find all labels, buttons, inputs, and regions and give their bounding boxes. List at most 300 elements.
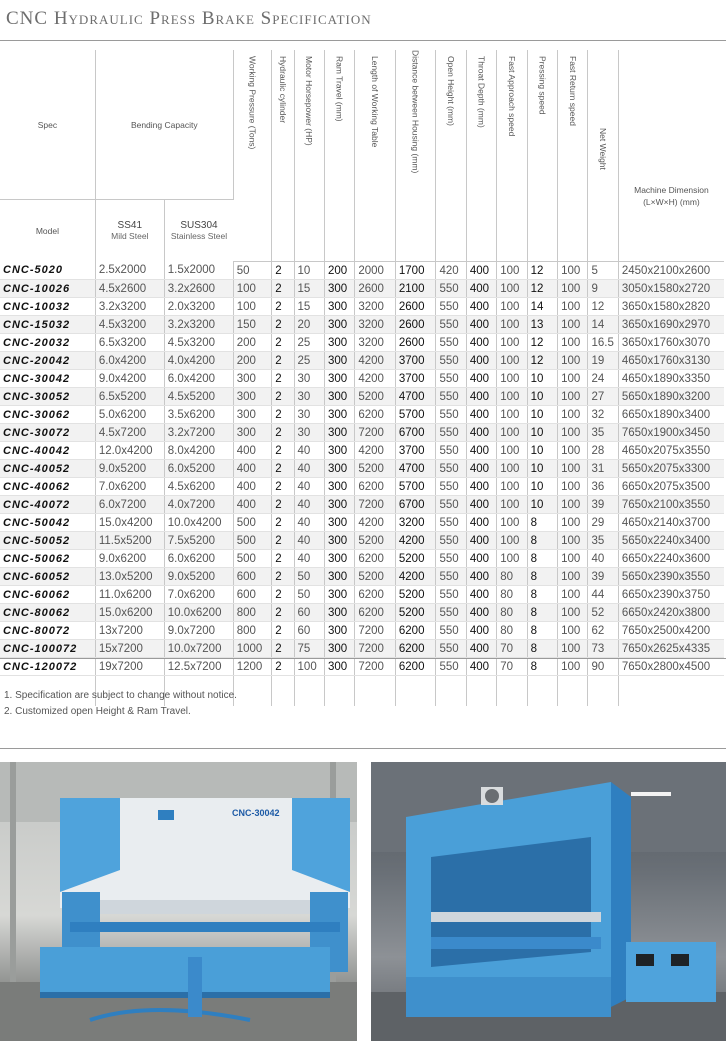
table-cell: 300: [324, 370, 354, 388]
table-cell: 300: [324, 586, 354, 604]
header-fast-approach: [497, 50, 527, 262]
table-cell: 10: [527, 424, 557, 442]
header-bending-capacity: Bending Capacity: [95, 50, 233, 200]
model-cell: CNC-100072: [0, 640, 95, 658]
table-cell: 400: [466, 370, 496, 388]
table-cell: 3200: [355, 298, 396, 316]
table-cell: 31: [588, 460, 618, 478]
table-cell: 5200: [355, 568, 396, 586]
model-cell: CNC-10026: [0, 280, 95, 298]
header-ss41: [95, 200, 164, 262]
table-cell: 5200: [395, 586, 436, 604]
table-cell: 2: [272, 316, 294, 334]
table-cell: 3050x1580x2720: [618, 280, 724, 298]
table-cell: 2100: [395, 280, 436, 298]
table-cell: 400: [466, 532, 496, 550]
table-cell: 4.5x3200: [164, 334, 233, 352]
table-cell: 6650x2390x3750: [618, 586, 724, 604]
table-cell: 2: [272, 658, 294, 676]
table-cell: 400: [233, 496, 272, 514]
table-cell: 10: [527, 496, 557, 514]
table-cell: 5.0x6200: [95, 406, 164, 424]
table-cell: 4650x2140x3700: [618, 514, 724, 532]
table-cell: 4200: [395, 532, 436, 550]
table-cell: 50: [233, 262, 272, 280]
table-cell: 19x7200: [95, 658, 164, 676]
model-cell: CNC-30062: [0, 406, 95, 424]
table-cell: 400: [466, 460, 496, 478]
table-cell: 4.0x4200: [164, 352, 233, 370]
table-cell: 19: [588, 352, 618, 370]
table-cell: 100: [558, 568, 588, 586]
press-brake-photo-angle: [371, 762, 726, 1041]
table-cell: 100: [558, 460, 588, 478]
table-cell: 8: [527, 586, 557, 604]
table-cell: 550: [436, 496, 466, 514]
title-divider: [0, 40, 726, 41]
table-cell: 2: [272, 640, 294, 658]
table-cell: 70: [497, 658, 527, 676]
table-row: [0, 622, 724, 640]
header-distance-housing: [395, 50, 436, 262]
table-cell: 3700: [395, 370, 436, 388]
table-cell: 30: [294, 388, 324, 406]
table-cell: 35: [588, 532, 618, 550]
table-row: [0, 478, 724, 496]
table-cell: 2: [272, 532, 294, 550]
table-cell: 52: [588, 604, 618, 622]
table-cell: 2: [272, 370, 294, 388]
table-cell: 300: [324, 460, 354, 478]
table-row: [0, 586, 724, 604]
table-row: [0, 442, 724, 460]
table-cell: 550: [436, 442, 466, 460]
table-cell: 100: [558, 622, 588, 640]
table-row: [0, 568, 724, 586]
press-brake-front-illustration: [0, 762, 357, 1041]
table-cell: 32: [588, 406, 618, 424]
table-cell: 400: [466, 550, 496, 568]
spacer-cell: [395, 676, 436, 707]
table-cell: 10: [527, 370, 557, 388]
table-cell: 400: [233, 460, 272, 478]
table-cell: 5200: [355, 460, 396, 478]
table-cell: 7.0x6200: [95, 478, 164, 496]
table-row: [0, 316, 724, 334]
table-cell: 550: [436, 316, 466, 334]
table-cell: 550: [436, 604, 466, 622]
table-cell: 30: [294, 424, 324, 442]
table-cell: 550: [436, 370, 466, 388]
spacer-cell: [527, 676, 557, 707]
table-cell: 15: [294, 298, 324, 316]
model-cell: CNC-20042: [0, 352, 95, 370]
table-cell: 300: [324, 622, 354, 640]
table-cell: 300: [324, 280, 354, 298]
table-cell: 300: [324, 514, 354, 532]
table-cell: 100: [497, 460, 527, 478]
table-cell: 300: [233, 388, 272, 406]
header-length-table-label: Length of Working Table: [370, 56, 381, 148]
header-ram-travel-label: Ram Travel (mm): [334, 56, 345, 122]
table-cell: 6200: [355, 604, 396, 622]
table-cell: 4200: [355, 370, 396, 388]
table-cell: 15.0x4200: [95, 514, 164, 532]
table-cell: 400: [466, 424, 496, 442]
table-cell: 300: [324, 532, 354, 550]
table-cell: 100: [497, 370, 527, 388]
table-row: [0, 514, 724, 532]
header-hydraulic-cylinder-label: Hydraulic cylinder: [277, 56, 288, 124]
header-pressing-speed-label: Pressing speed: [537, 56, 548, 115]
table-cell: 2: [272, 514, 294, 532]
table-cell: 800: [233, 604, 272, 622]
table-cell: 6200: [355, 550, 396, 568]
table-cell: 1.5x2000: [164, 262, 233, 280]
table-cell: 550: [436, 460, 466, 478]
table-cell: 200: [233, 334, 272, 352]
header-net-weight-label: Net Weight: [598, 128, 609, 170]
model-cell: CNC-15032: [0, 316, 95, 334]
table-cell: 15.0x6200: [95, 604, 164, 622]
table-cell: 29: [588, 514, 618, 532]
table-cell: 3.2x3200: [95, 298, 164, 316]
spacer-cell: [294, 676, 324, 707]
table-cell: 2600: [395, 316, 436, 334]
table-cell: 40: [294, 442, 324, 460]
table-cell: 600: [233, 586, 272, 604]
table-cell: 400: [466, 442, 496, 460]
table-cell: 300: [324, 388, 354, 406]
table-cell: 4.5x7200: [95, 424, 164, 442]
table-cell: 6.0x5200: [164, 460, 233, 478]
table-cell: 4200: [355, 442, 396, 460]
table-cell: 100: [558, 334, 588, 352]
table-cell: 300: [324, 496, 354, 514]
table-cell: 550: [436, 640, 466, 658]
table-cell: 300: [324, 352, 354, 370]
table-cell: 100: [558, 640, 588, 658]
model-cell: CNC-50052: [0, 532, 95, 550]
photo-divider: [0, 748, 726, 749]
table-cell: 550: [436, 406, 466, 424]
header-motor-hp: [294, 50, 324, 262]
table-row: [0, 406, 724, 424]
table-cell: 6.0x4200: [95, 352, 164, 370]
table-cell: 73: [588, 640, 618, 658]
model-cell: CNC-30052: [0, 388, 95, 406]
table-cell: 2: [272, 334, 294, 352]
table-cell: 14: [588, 316, 618, 334]
table-cell: 2: [272, 496, 294, 514]
table-cell: 24: [588, 370, 618, 388]
table-cell: 9.0x4200: [95, 370, 164, 388]
table-cell: 5650x2240x3400: [618, 532, 724, 550]
table-cell: 6700: [395, 424, 436, 442]
table-cell: 4650x1890x3350: [618, 370, 724, 388]
table-cell: 6650x1890x3400: [618, 406, 724, 424]
table-cell: 6.0x6200: [164, 550, 233, 568]
table-cell: 12.5x7200: [164, 658, 233, 676]
table-cell: 80: [497, 622, 527, 640]
table-cell: 7200: [355, 622, 396, 640]
table-cell: 44: [588, 586, 618, 604]
table-cell: 100: [497, 478, 527, 496]
model-cell: CNC-80072: [0, 622, 95, 640]
table-cell: 5200: [395, 550, 436, 568]
table-cell: 550: [436, 586, 466, 604]
table-cell: 100: [558, 658, 588, 676]
table-cell: 2600: [355, 280, 396, 298]
table-cell: 100: [497, 352, 527, 370]
table-cell: 11.5x5200: [95, 532, 164, 550]
spacer-cell: [466, 676, 496, 707]
spacer-cell: [272, 676, 294, 707]
table-cell: 400: [466, 586, 496, 604]
table-cell: 7200: [355, 640, 396, 658]
table-cell: 4.5x3200: [95, 316, 164, 334]
table-cell: 5: [588, 262, 618, 280]
table-cell: 1000: [233, 640, 272, 658]
model-cell: CNC-120072: [0, 658, 95, 676]
table-cell: 550: [436, 280, 466, 298]
header-spec: Spec: [0, 50, 95, 200]
table-cell: 2600: [395, 334, 436, 352]
table-cell: 400: [466, 298, 496, 316]
model-cell: CNC-30042: [0, 370, 95, 388]
table-cell: 300: [324, 658, 354, 676]
header-fast-return: [558, 50, 588, 262]
table-cell: 100: [233, 280, 272, 298]
table-cell: 15: [294, 280, 324, 298]
table-cell: 2: [272, 298, 294, 316]
table-row: [0, 532, 724, 550]
table-cell: 100: [558, 352, 588, 370]
table-cell: 7.0x6200: [164, 586, 233, 604]
table-cell: 400: [466, 316, 496, 334]
table-cell: 100: [497, 388, 527, 406]
table-cell: 300: [324, 406, 354, 424]
table-cell: 10: [527, 442, 557, 460]
table-cell: 300: [324, 568, 354, 586]
table-cell: 7200: [355, 496, 396, 514]
table-cell: 1200: [233, 658, 272, 676]
table-cell: 9: [588, 280, 618, 298]
header-motor-hp-label: Motor Horsepower (HP): [304, 56, 315, 146]
table-cell: 3200: [395, 514, 436, 532]
table-cell: 500: [233, 514, 272, 532]
model-cell: CNC-40042: [0, 442, 95, 460]
table-cell: 6700: [395, 496, 436, 514]
table-cell: 40: [294, 550, 324, 568]
table-cell: 4200: [355, 352, 396, 370]
table-cell: 100: [233, 298, 272, 316]
table-row: [0, 262, 724, 280]
table-cell: 6.0x7200: [95, 496, 164, 514]
table-row: [0, 658, 724, 676]
table-cell: 400: [466, 352, 496, 370]
table-cell: 60: [294, 604, 324, 622]
table-cell: 14: [527, 298, 557, 316]
table-cell: 3200: [355, 334, 396, 352]
table-row: [0, 550, 724, 568]
table-cell: 10.0x6200: [164, 604, 233, 622]
table-cell: 6650x2420x3800: [618, 604, 724, 622]
table-cell: 5200: [355, 532, 396, 550]
table-row: [0, 640, 724, 658]
table-cell: 4700: [395, 388, 436, 406]
table-cell: 6.0x4200: [164, 370, 233, 388]
table-cell: 300: [324, 334, 354, 352]
table-cell: 3700: [395, 352, 436, 370]
table-cell: 7650x1900x3450: [618, 424, 724, 442]
model-cell: CNC-50042: [0, 514, 95, 532]
header-ram-travel: [324, 50, 354, 262]
table-cell: 5200: [395, 604, 436, 622]
table-cell: 2: [272, 388, 294, 406]
table-cell: 13x7200: [95, 622, 164, 640]
header-machine-dimension-label: Machine Dimension: [634, 184, 709, 195]
table-cell: 3200: [355, 316, 396, 334]
table-cell: 400: [466, 658, 496, 676]
spacer-cell: [558, 676, 588, 707]
table-cell: 550: [436, 388, 466, 406]
table-cell: 6200: [395, 622, 436, 640]
table-cell: 3650x1760x3070: [618, 334, 724, 352]
table-cell: 7650x2100x3550: [618, 496, 724, 514]
table-cell: 5200: [355, 388, 396, 406]
table-row: [0, 460, 724, 478]
table-row: [0, 370, 724, 388]
table-cell: 30: [294, 406, 324, 424]
table-cell: 300: [324, 316, 354, 334]
table-cell: 50: [294, 568, 324, 586]
header-fast-return-label: Fast Return speed: [567, 56, 578, 126]
table-cell: 2: [272, 478, 294, 496]
table-cell: 62: [588, 622, 618, 640]
table-cell: 1700: [395, 262, 436, 280]
table-cell: 420: [436, 262, 466, 280]
table-cell: 40: [588, 550, 618, 568]
table-cell: 7200: [355, 424, 396, 442]
table-cell: 550: [436, 568, 466, 586]
table-cell: 2: [272, 568, 294, 586]
table-cell: 6.5x3200: [95, 334, 164, 352]
spacer-cell: [588, 676, 618, 707]
table-cell: 12: [527, 262, 557, 280]
spacer-cell: [233, 676, 272, 707]
table-cell: 550: [436, 658, 466, 676]
table-cell: 50: [294, 586, 324, 604]
table-cell: 2: [272, 424, 294, 442]
table-cell: 9.0x5200: [95, 460, 164, 478]
spacer-cell: [355, 676, 396, 707]
model-cell: CNC-20032: [0, 334, 95, 352]
table-cell: 300: [324, 442, 354, 460]
table-cell: 4.5x6200: [164, 478, 233, 496]
specification-rows: [0, 262, 724, 707]
table-cell: 3.2x2600: [164, 280, 233, 298]
table-cell: 300: [233, 370, 272, 388]
table-cell: 40: [294, 532, 324, 550]
header-distance-housing-label: Distance between Housing (mm): [410, 50, 421, 174]
table-cell: 100: [558, 280, 588, 298]
table-cell: 3.5x6200: [164, 406, 233, 424]
table-cell: 300: [324, 640, 354, 658]
spacer-cell: [618, 676, 724, 707]
table-cell: 400: [233, 478, 272, 496]
table-cell: 100: [558, 442, 588, 460]
table-cell: 4.5x2600: [95, 280, 164, 298]
table-cell: 300: [324, 604, 354, 622]
table-cell: 300: [233, 406, 272, 424]
table-cell: 2: [272, 550, 294, 568]
table-cell: 39: [588, 568, 618, 586]
table-cell: 600: [233, 568, 272, 586]
table-cell: 6200: [395, 640, 436, 658]
table-cell: 8: [527, 514, 557, 532]
table-cell: 8: [527, 550, 557, 568]
model-cell: CNC-40052: [0, 460, 95, 478]
table-cell: 500: [233, 532, 272, 550]
model-cell: CNC-50062: [0, 550, 95, 568]
table-cell: 9.0x7200: [164, 622, 233, 640]
table-cell: 39: [588, 496, 618, 514]
page-title: CNC Hydraulic Press Brake Specification: [6, 8, 372, 29]
table-row: [0, 388, 724, 406]
table-cell: 100: [558, 532, 588, 550]
model-cell: CNC-60052: [0, 568, 95, 586]
table-cell: 400: [466, 496, 496, 514]
table-cell: 16.5: [588, 334, 618, 352]
table-cell: 100: [558, 316, 588, 334]
table-cell: 3650x1690x2970: [618, 316, 724, 334]
table-cell: 8: [527, 658, 557, 676]
table-cell: 200: [324, 262, 354, 280]
header-machine-dimension: [618, 50, 724, 262]
table-cell: 2450x2100x2600: [618, 262, 724, 280]
table-cell: 8: [527, 622, 557, 640]
table-cell: 7200: [355, 658, 396, 676]
table-cell: 100: [497, 280, 527, 298]
press-brake-angle-illustration: [371, 762, 726, 1041]
model-cell: CNC-5020: [0, 262, 95, 280]
table-cell: 20: [294, 316, 324, 334]
table-cell: 2: [272, 622, 294, 640]
table-cell: 100: [497, 424, 527, 442]
table-cell: 70: [497, 640, 527, 658]
table-cell: 40: [294, 496, 324, 514]
table-cell: 5700: [395, 478, 436, 496]
table-cell: 300: [324, 478, 354, 496]
table-cell: 25: [294, 352, 324, 370]
table-cell: 6200: [355, 478, 396, 496]
table-cell: 3.2x3200: [164, 316, 233, 334]
table-cell: 2: [272, 586, 294, 604]
table-cell: 10: [527, 388, 557, 406]
table-cell: 6200: [355, 586, 396, 604]
table-cell: 2.5x2000: [95, 262, 164, 280]
table-cell: 550: [436, 622, 466, 640]
table-cell: 10.0x7200: [164, 640, 233, 658]
header-open-height: [436, 50, 466, 262]
table-cell: 100: [497, 532, 527, 550]
table-cell: 550: [436, 424, 466, 442]
table-cell: 550: [436, 532, 466, 550]
table-cell: 2: [272, 352, 294, 370]
table-cell: 90: [588, 658, 618, 676]
table-cell: 100: [558, 550, 588, 568]
